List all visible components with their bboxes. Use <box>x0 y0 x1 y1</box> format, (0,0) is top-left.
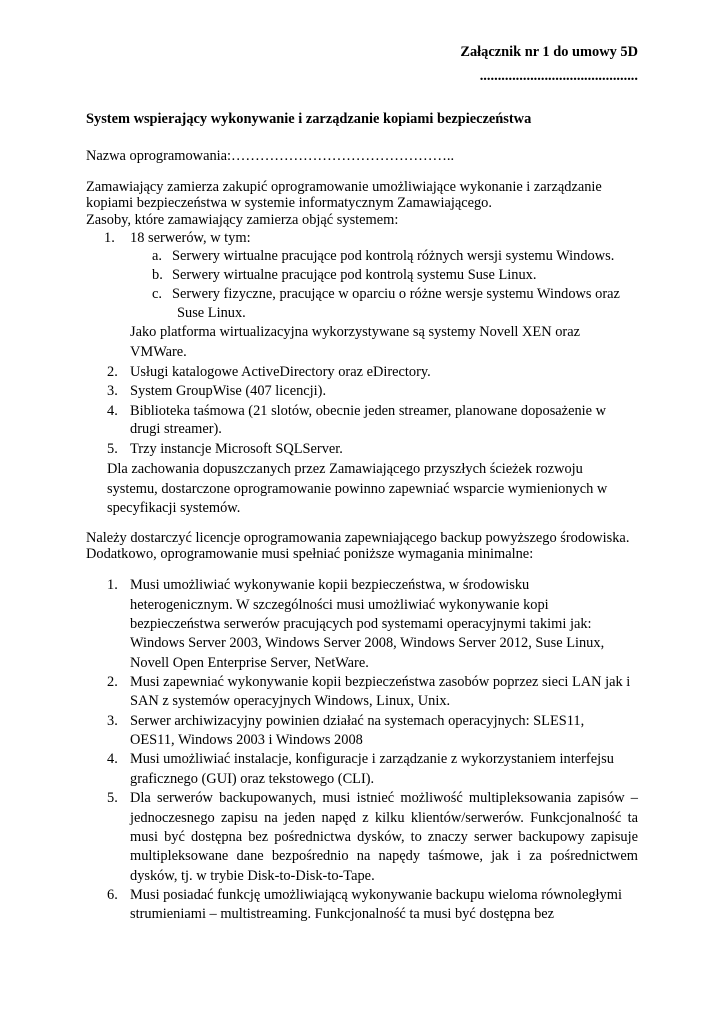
list-item-text: drugi streamer). <box>130 421 222 437</box>
document-title: System wspierający wykonywanie i zarządzanie kopiami bezpieczeństwa <box>86 111 532 127</box>
closing-line: systemu, dostarczone oprogramowanie powinno zapewniać wsparcie wymienionych w <box>107 481 608 497</box>
platform-note: VMWare. <box>130 344 187 360</box>
licence-line: Dodatkowo, oprogramowanie musi spełniać poniższe wymagania minimalne: <box>86 546 534 562</box>
contract-dots: ............................................ <box>479 68 638 84</box>
sublist-item-text: Serwery fizyczne, pracujące w oparciu o różne wersje systemu Windows oraz <box>172 286 620 302</box>
intro-line: Zasoby, które zamawiający zamierza objąć systemem: <box>86 212 399 228</box>
list-item-text: Usługi katalogowe ActiveDirectory oraz eDirectory. <box>130 364 431 380</box>
sublist-letter: b. <box>152 267 163 283</box>
list-number: 3. <box>107 713 118 729</box>
sublist-item-text: Suse Linux. <box>177 305 246 321</box>
list-number: 5. <box>107 790 118 806</box>
requirement-text: Musi umożliwiać instalacje, konfiguracje i zarządzanie z wykorzystaniem interfejsu <box>130 751 614 767</box>
list-item-text: 18 serwerów, w tym: <box>130 230 251 246</box>
list-number: 4. <box>107 751 118 767</box>
licence-line: Należy dostarczyć licencje oprogramowania zapewniającego backup powyższego środowiska. <box>86 530 630 546</box>
list-number: 6. <box>107 887 118 903</box>
requirement-text: Windows Server 2003, Windows Server 2008, Windows Server 2012, Suse Linux, <box>130 635 605 651</box>
intro-line: kopiami bezpieczeństwa w systemie informatycznym Zamawiającego. <box>86 195 492 211</box>
requirement-text: bezpieczeństwa serwerów pracujących pod systemami operacyjnymi takimi jak: <box>130 616 592 632</box>
sublist-letter: c. <box>152 286 162 302</box>
sublist-item-text: Serwery wirtualne pracujące pod kontrolą systemu Suse Linux. <box>172 267 537 283</box>
requirement-text: jednoczesnego zapisu na jeden napęd z kilku klientów/serwerów. Funkcjonalność ta <box>130 810 638 826</box>
list-number: 1. <box>104 230 115 246</box>
list-number: 4. <box>107 403 118 419</box>
list-number: 1. <box>107 577 118 593</box>
closing-line: specyfikacji systemów. <box>107 500 241 516</box>
requirement-text: Novell Open Enterprise Server, NetWare. <box>130 655 369 671</box>
list-number: 2. <box>107 674 118 690</box>
requirement-text: Musi posiadać funkcję umożliwiającą wykonywanie backupu wieloma równoległymi <box>130 887 622 903</box>
list-number: 5. <box>107 441 118 457</box>
requirement-text: Serwer archiwizacyjny powinien działać na systemach operacyjnych: SLES11, <box>130 713 585 729</box>
requirement-text: dysków, tj. w trybie Disk-to-Disk-to-Tape. <box>130 868 375 884</box>
platform-note: Jako platforma wirtualizacyjna wykorzystywane są systemy Novell XEN oraz <box>130 324 580 340</box>
requirement-text: Musi umożliwiać wykonywanie kopii bezpieczeństwa, w środowisku <box>130 577 530 593</box>
list-item-text: System GroupWise (407 licencji). <box>130 383 327 399</box>
list-item-text: Biblioteka taśmowa (21 slotów, obecnie jeden streamer, planowane doposażenie w <box>130 403 607 419</box>
sublist-item-text: Serwery wirtualne pracujące pod kontrolą różnych wersji systemu Windows. <box>172 248 615 264</box>
list-item-text: Trzy instancje Microsoft SQLServer. <box>130 441 343 457</box>
list-number: 2. <box>107 364 118 380</box>
attachment-label: Załącznik nr 1 do umowy 5D <box>460 44 638 60</box>
requirement-text: Dla serwerów backupowanych, musi istnieć możliwość multipleksowania zapisów – <box>130 790 638 806</box>
list-number: 3. <box>107 383 118 399</box>
intro-line: Zamawiający zamierza zakupić oprogramowanie umożliwiające wykonanie i zarządzanie <box>86 179 602 195</box>
requirement-text: SAN z systemów operacyjnych Windows, Linux, Unix. <box>130 693 451 709</box>
requirement-text: heterogenicznym. W szczególności musi umożliwiać wykonywanie kopi <box>130 597 549 613</box>
software-name-field: Nazwa oprogramowania:……………………………………….. <box>86 148 455 164</box>
requirement-text: strumieniami – multistreaming. Funkcjonalność ta musi być dostępna bez <box>130 906 555 922</box>
sublist-letter: a. <box>152 248 162 264</box>
requirement-text: OES11, Windows 2003 i Windows 2008 <box>130 732 363 748</box>
requirement-text: graficznego (GUI) oraz tekstowego (CLI). <box>130 771 375 787</box>
requirement-text: musi być dostępna bez pośrednictwa dysków, to znaczy serwer backupowy zapisuje <box>130 829 638 845</box>
requirement-text: Musi zapewniać wykonywanie kopii bezpieczeństwa zasobów poprzez sieci LAN jak i <box>130 674 631 690</box>
requirement-text: multipleksowane dane bezpośrednio na napędy taśmowe, jak i za pośrednictwem <box>130 848 638 864</box>
closing-line: Dla zachowania dopuszczanych przez Zamawiającego przyszłych ścieżek rozwoju <box>107 461 583 477</box>
